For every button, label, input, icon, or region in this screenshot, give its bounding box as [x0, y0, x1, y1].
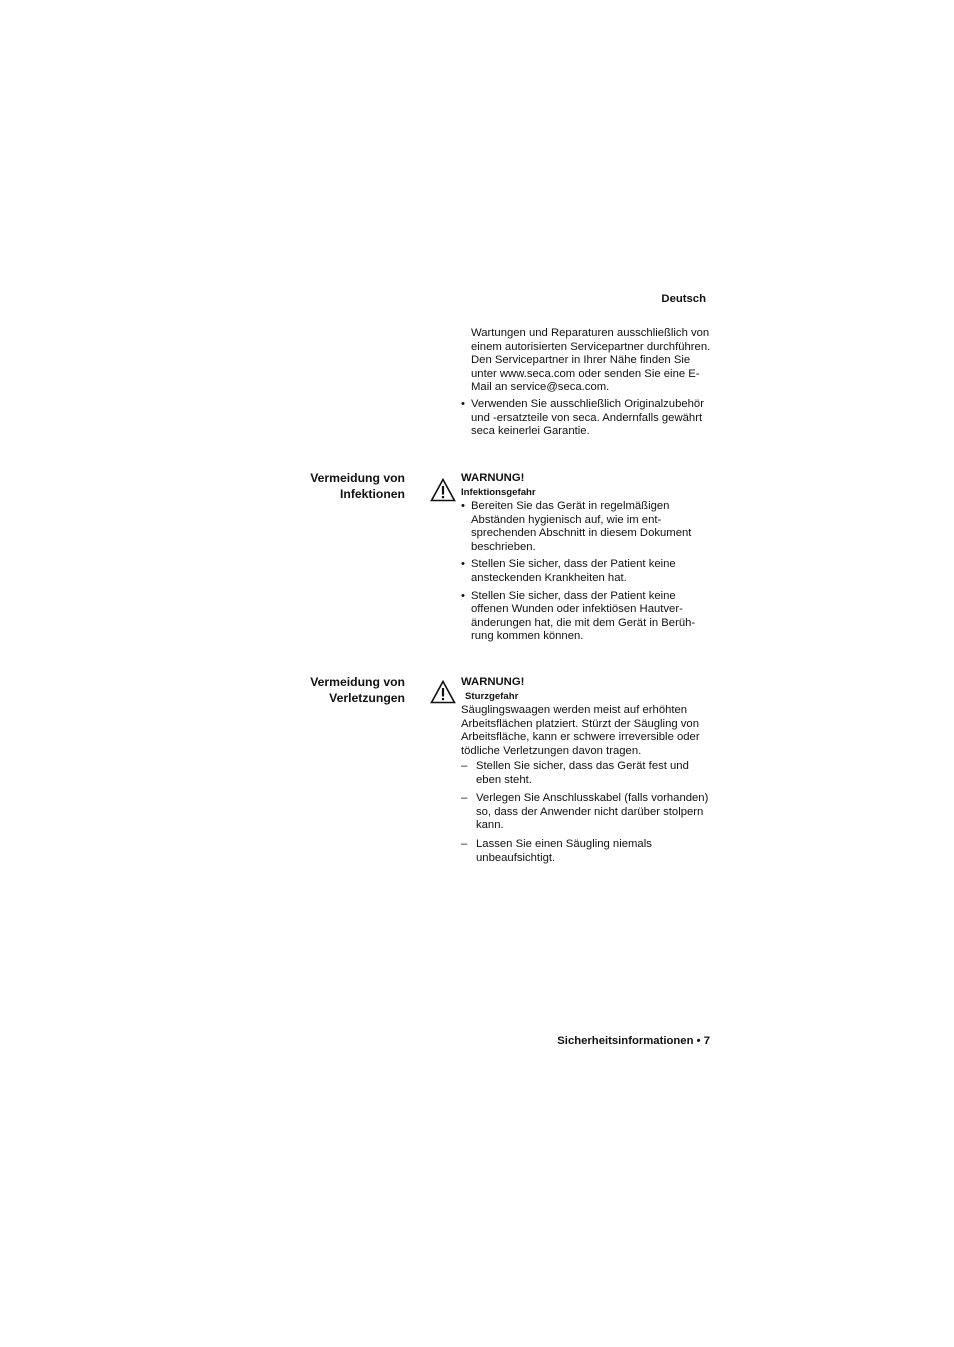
- warning-triangle-icon: [430, 680, 456, 704]
- list-item: • Bereiten Sie das Gerät in regelmäßigen Abständen hygienisch auf, wie im ent-sprechenden Abschnitt in diesem Dokument beschrieben.: [461, 500, 713, 554]
- fall-risk-paragraph: Säuglingswaagen werden meist auf erhöhten Arbeitsflächen platziert. Stürzt der Säugling von Arbeitsfläche, kann er schwere irreversible oder tödliche Verletzungen davon tragen.: [461, 704, 700, 757]
- section-heading-injuries: [280, 674, 405, 706]
- list-item: • Stellen Sie sicher, dass der Patient keine offenen Wunden oder infektiösen Hautver-änderungen hat, die mit dem Gerät in Berüh-rung kommen können.: [461, 590, 713, 644]
- list-item: – Stellen Sie sicher, dass das Gerät fest und eben steht.: [461, 760, 713, 787]
- warning-subtitle: Sturzgefahr: [465, 691, 519, 702]
- service-paragraph: Wartungen und Reparaturen ausschließlich von einem autorisierten Servicepartner durchführen. Den Servicepartner in Ihrer Nähe finden Sie unter www.seca.com oder senden Sie eine E-Mail an service@seca.com.: [471, 327, 711, 394]
- list-item: – Lassen Sie einen Säugling niemals unbeaufsichtigt.: [461, 838, 713, 865]
- page-footer: Sicherheitsinformationen • 7: [557, 1035, 710, 1047]
- list-item: – Verlegen Sie Anschlusskabel (falls vorhanden) so, dass der Anwender nicht darüber stolpern kann.: [461, 792, 713, 833]
- heading-line: Infektionen: [339, 487, 405, 501]
- warning-title: WARNUNG!: [461, 676, 525, 688]
- accessories-list: [461, 398, 713, 443]
- language-label: Deutsch: [661, 293, 706, 305]
- warning-title: WARNUNG!: [461, 472, 525, 484]
- warning-triangle-icon: [430, 478, 456, 502]
- heading-line: Vermeidung von: [310, 675, 405, 689]
- warning-subtitle: Infektionsgefahr: [461, 487, 536, 498]
- section-heading-infections: [280, 470, 405, 502]
- heading-line: Vermeidung von: [310, 471, 405, 485]
- list-item: • Stellen Sie sicher, dass der Patient keine ansteckenden Krankheiten hat.: [461, 558, 713, 585]
- heading-line: Verletzungen: [329, 691, 405, 705]
- infection-measures-list: [461, 500, 713, 648]
- list-item: • Verwenden Sie ausschließlich Originalzubehör und -ersatzteile von seca. Andernfalls gewährt seca keinerlei Garantie.: [461, 398, 713, 439]
- fall-prevention-list: [461, 760, 713, 870]
